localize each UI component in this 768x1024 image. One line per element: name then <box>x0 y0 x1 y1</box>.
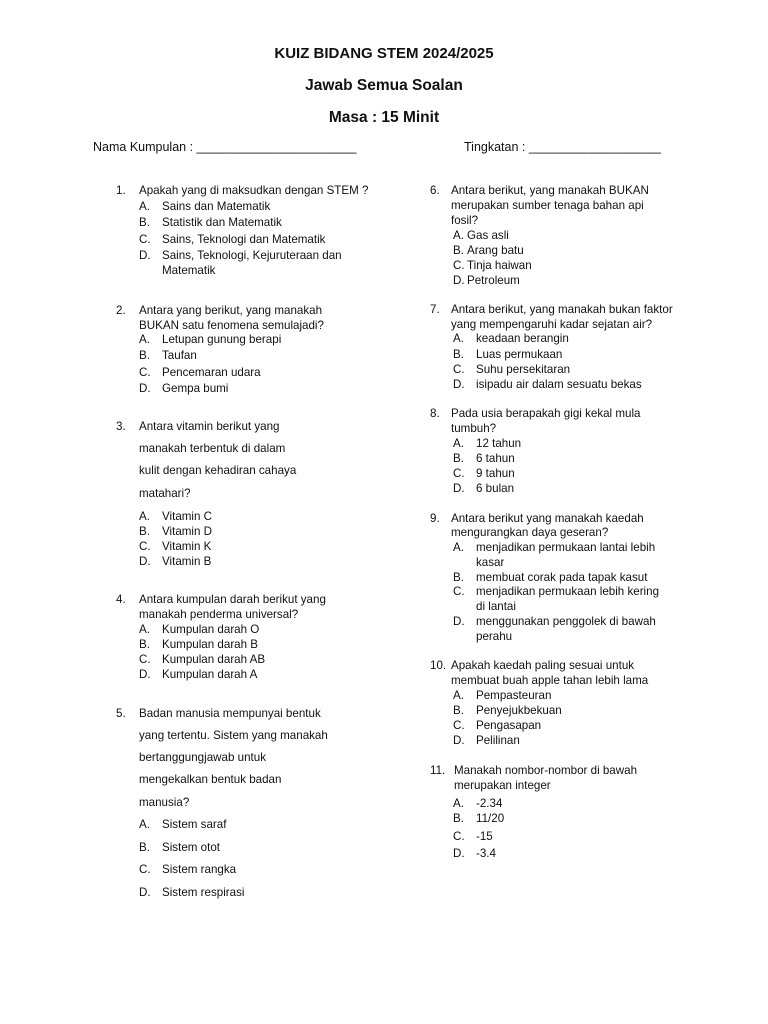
option-letter: D. <box>453 378 465 391</box>
question-number: 11. <box>430 764 446 777</box>
question-number: 1. <box>116 184 126 197</box>
option-letter: A. <box>453 437 464 450</box>
option-text: Arang batu <box>467 244 524 257</box>
option-letter: C. <box>453 363 465 376</box>
option-letter: A. <box>453 332 464 345</box>
question-number: 10. <box>430 659 447 672</box>
question-text: tumbuh? <box>451 422 497 435</box>
option-letter: C. <box>139 540 151 553</box>
question-number: 7. <box>430 303 440 316</box>
option-text: -3.4 <box>476 847 496 860</box>
option-text: Pelilinan <box>476 734 520 747</box>
option-letter: B. <box>139 216 150 229</box>
option-letter: C. <box>139 233 151 246</box>
option-text: Sistem respirasi <box>162 886 245 899</box>
option-letter: A. <box>453 689 464 702</box>
option-letter: A. <box>139 623 150 636</box>
question-text: Apakah yang di maksudkan dengan STEM ? <box>139 184 369 197</box>
option-letter: D. <box>139 668 151 681</box>
question-text: merupakan integer <box>454 779 551 792</box>
option-text: -2.34 <box>476 797 503 810</box>
question-number: 8. <box>430 407 440 420</box>
group-name-field[interactable]: Nama Kumpulan : _______________________ <box>93 140 357 154</box>
question-text: Antara yang berikut, yang manakah <box>139 304 323 317</box>
option-text: 6 tahun <box>476 452 515 465</box>
option-text: Kumpulan darah AB <box>162 653 266 666</box>
option-letter: A. <box>453 229 464 242</box>
option-text: Gas asli <box>467 229 509 242</box>
question-text: merupakan sumber tenaga bahan api <box>451 199 644 212</box>
option-text: Sistem saraf <box>162 818 227 831</box>
option-text: Kumpulan darah A <box>162 668 258 681</box>
option-letter: B. <box>453 452 464 465</box>
option-text: menjadikan permukaan lebih kering di lantai <box>476 585 660 613</box>
option-text: Sistem rangka <box>162 863 237 876</box>
option-text: Tinja haiwan <box>467 259 532 272</box>
option-text: keadaan berangin <box>476 332 569 345</box>
option-text: Petroleum <box>467 274 520 287</box>
option-letter: C. <box>453 585 465 598</box>
question-text: kulit dengan kehadiran cahaya <box>139 464 297 477</box>
quiz-title: KUIZ BIDANG STEM 2024/2025 <box>274 45 494 62</box>
option-text: Sistem otot <box>162 841 220 854</box>
instruction: Jawab Semua Soalan <box>305 77 463 94</box>
option-letter: C. <box>139 863 151 876</box>
option-text: -15 <box>476 830 493 843</box>
option-letter: B. <box>139 349 150 362</box>
question-text: Badan manusia mempunyai bentuk <box>139 707 321 720</box>
option-letter: A. <box>139 333 150 346</box>
option-text: Kumpulan darah B <box>162 638 259 651</box>
option-letter: D. <box>453 615 465 628</box>
option-letter: D. <box>139 249 151 262</box>
option-text: 9 tahun <box>476 467 515 480</box>
option-letter: B. <box>453 244 464 257</box>
option-text: Pencemaran udara <box>162 366 261 379</box>
option-letter: C. <box>453 467 465 480</box>
option-letter: D. <box>453 847 465 860</box>
option-letter: A. <box>139 200 150 213</box>
question-text: Pada usia berapakah gigi kekal mula <box>451 407 641 420</box>
option-text: Vitamin D <box>162 525 213 538</box>
option-letter: B. <box>139 841 150 854</box>
question-text: Antara kumpulan darah berikut yang <box>139 593 326 606</box>
level-field[interactable]: Tingkatan : ___________________ <box>464 140 661 154</box>
option-text: Sains, Teknologi, Kejuruteraan dan Matematik <box>162 249 342 277</box>
option-text: Pempasteuran <box>476 689 552 702</box>
option-text: Suhu persekitaran <box>476 363 571 376</box>
question-text: Antara berikut, yang manakah bukan faktor <box>451 303 673 316</box>
question-text: Antara vitamin berikut yang <box>139 420 280 433</box>
question-text: membuat buah apple tahan lebih lama <box>451 674 649 687</box>
question-text: fosil? <box>451 214 479 227</box>
option-letter: D. <box>139 555 151 568</box>
option-letter: A. <box>139 818 150 831</box>
question-text: manakah terbentuk di dalam <box>139 442 286 455</box>
option-letter: B. <box>453 571 464 584</box>
option-text: Sains, Teknologi dan Matematik <box>162 233 326 246</box>
option-text: menjadikan permukaan lantai lebih kasar <box>476 541 656 569</box>
option-letter: A. <box>139 510 150 523</box>
question-text: Antara berikut, yang manakah BUKAN <box>451 184 649 197</box>
question-text: yang mempengaruhi kadar sejatan air? <box>451 318 653 331</box>
option-text: Pengasapan <box>476 719 542 732</box>
option-letter: C. <box>453 830 465 843</box>
option-letter: B. <box>139 638 150 651</box>
question-text: Apakah kaedah paling sesuai untuk <box>451 659 635 672</box>
question-text: mengurangkan daya geseran? <box>451 526 609 539</box>
option-text: membuat corak pada tapak kasut <box>476 571 648 584</box>
question-number: 9. <box>430 512 440 525</box>
option-letter: B. <box>453 704 464 717</box>
option-letter: A. <box>453 797 464 810</box>
option-text: Vitamin K <box>162 540 212 553</box>
question-text: manusia? <box>139 796 190 809</box>
question-number: 6. <box>430 184 440 197</box>
option-text: isipadu air dalam sesuatu bekas <box>476 378 642 391</box>
option-letter: B. <box>453 348 464 361</box>
option-letter: A. <box>453 541 464 554</box>
question-number: 3. <box>116 420 126 433</box>
option-letter: C. <box>453 719 465 732</box>
option-text: 6 bulan <box>476 482 515 495</box>
question-number: 5. <box>116 707 126 720</box>
question-text: bertanggungjawab untuk <box>139 751 266 764</box>
option-text: Luas permukaan <box>476 348 563 361</box>
time-limit: Masa : 15 Minit <box>328 109 440 126</box>
question-text: manakah penderma universal? <box>139 608 299 621</box>
question-text: Antara berikut yang manakah kaedah <box>451 512 644 525</box>
question-text: Manakah nombor-nombor di bawah <box>454 764 638 777</box>
question-text: matahari? <box>139 487 191 500</box>
option-letter: D. <box>453 482 465 495</box>
option-text: Letupan gunung berapi <box>162 333 282 346</box>
option-letter: D. <box>139 886 151 899</box>
option-letter: C. <box>139 366 151 379</box>
option-text: Sains dan Matematik <box>162 200 271 213</box>
option-text: Taufan <box>162 349 197 362</box>
option-text: Vitamin C <box>162 510 213 523</box>
question-text: yang tertentu. Sistem yang manakah <box>139 729 328 742</box>
option-text: menggunakan penggolek di bawah perahu <box>476 615 656 643</box>
option-letter: B. <box>453 812 464 825</box>
option-letter: B. <box>139 525 150 538</box>
option-text: Kumpulan darah O <box>162 623 260 636</box>
question-text: BUKAN satu fenomena semulajadi? <box>139 319 324 332</box>
option-text: Penyejukbekuan <box>476 704 562 717</box>
option-letter: D. <box>139 382 151 395</box>
question-text: mengekalkan bentuk badan <box>139 773 282 786</box>
option-text: 12 tahun <box>476 437 522 450</box>
question-number: 4. <box>116 593 126 606</box>
option-letter: C. <box>139 653 151 666</box>
option-letter: D. <box>453 734 465 747</box>
option-text: Statistik dan Matematik <box>162 216 282 229</box>
option-text: 11/20 <box>476 812 505 825</box>
option-text: Gempa bumi <box>162 382 229 395</box>
option-letter: C. <box>453 259 465 272</box>
question-number: 2. <box>116 304 126 317</box>
option-letter: D. <box>453 274 465 287</box>
option-text: Vitamin B <box>162 555 212 568</box>
